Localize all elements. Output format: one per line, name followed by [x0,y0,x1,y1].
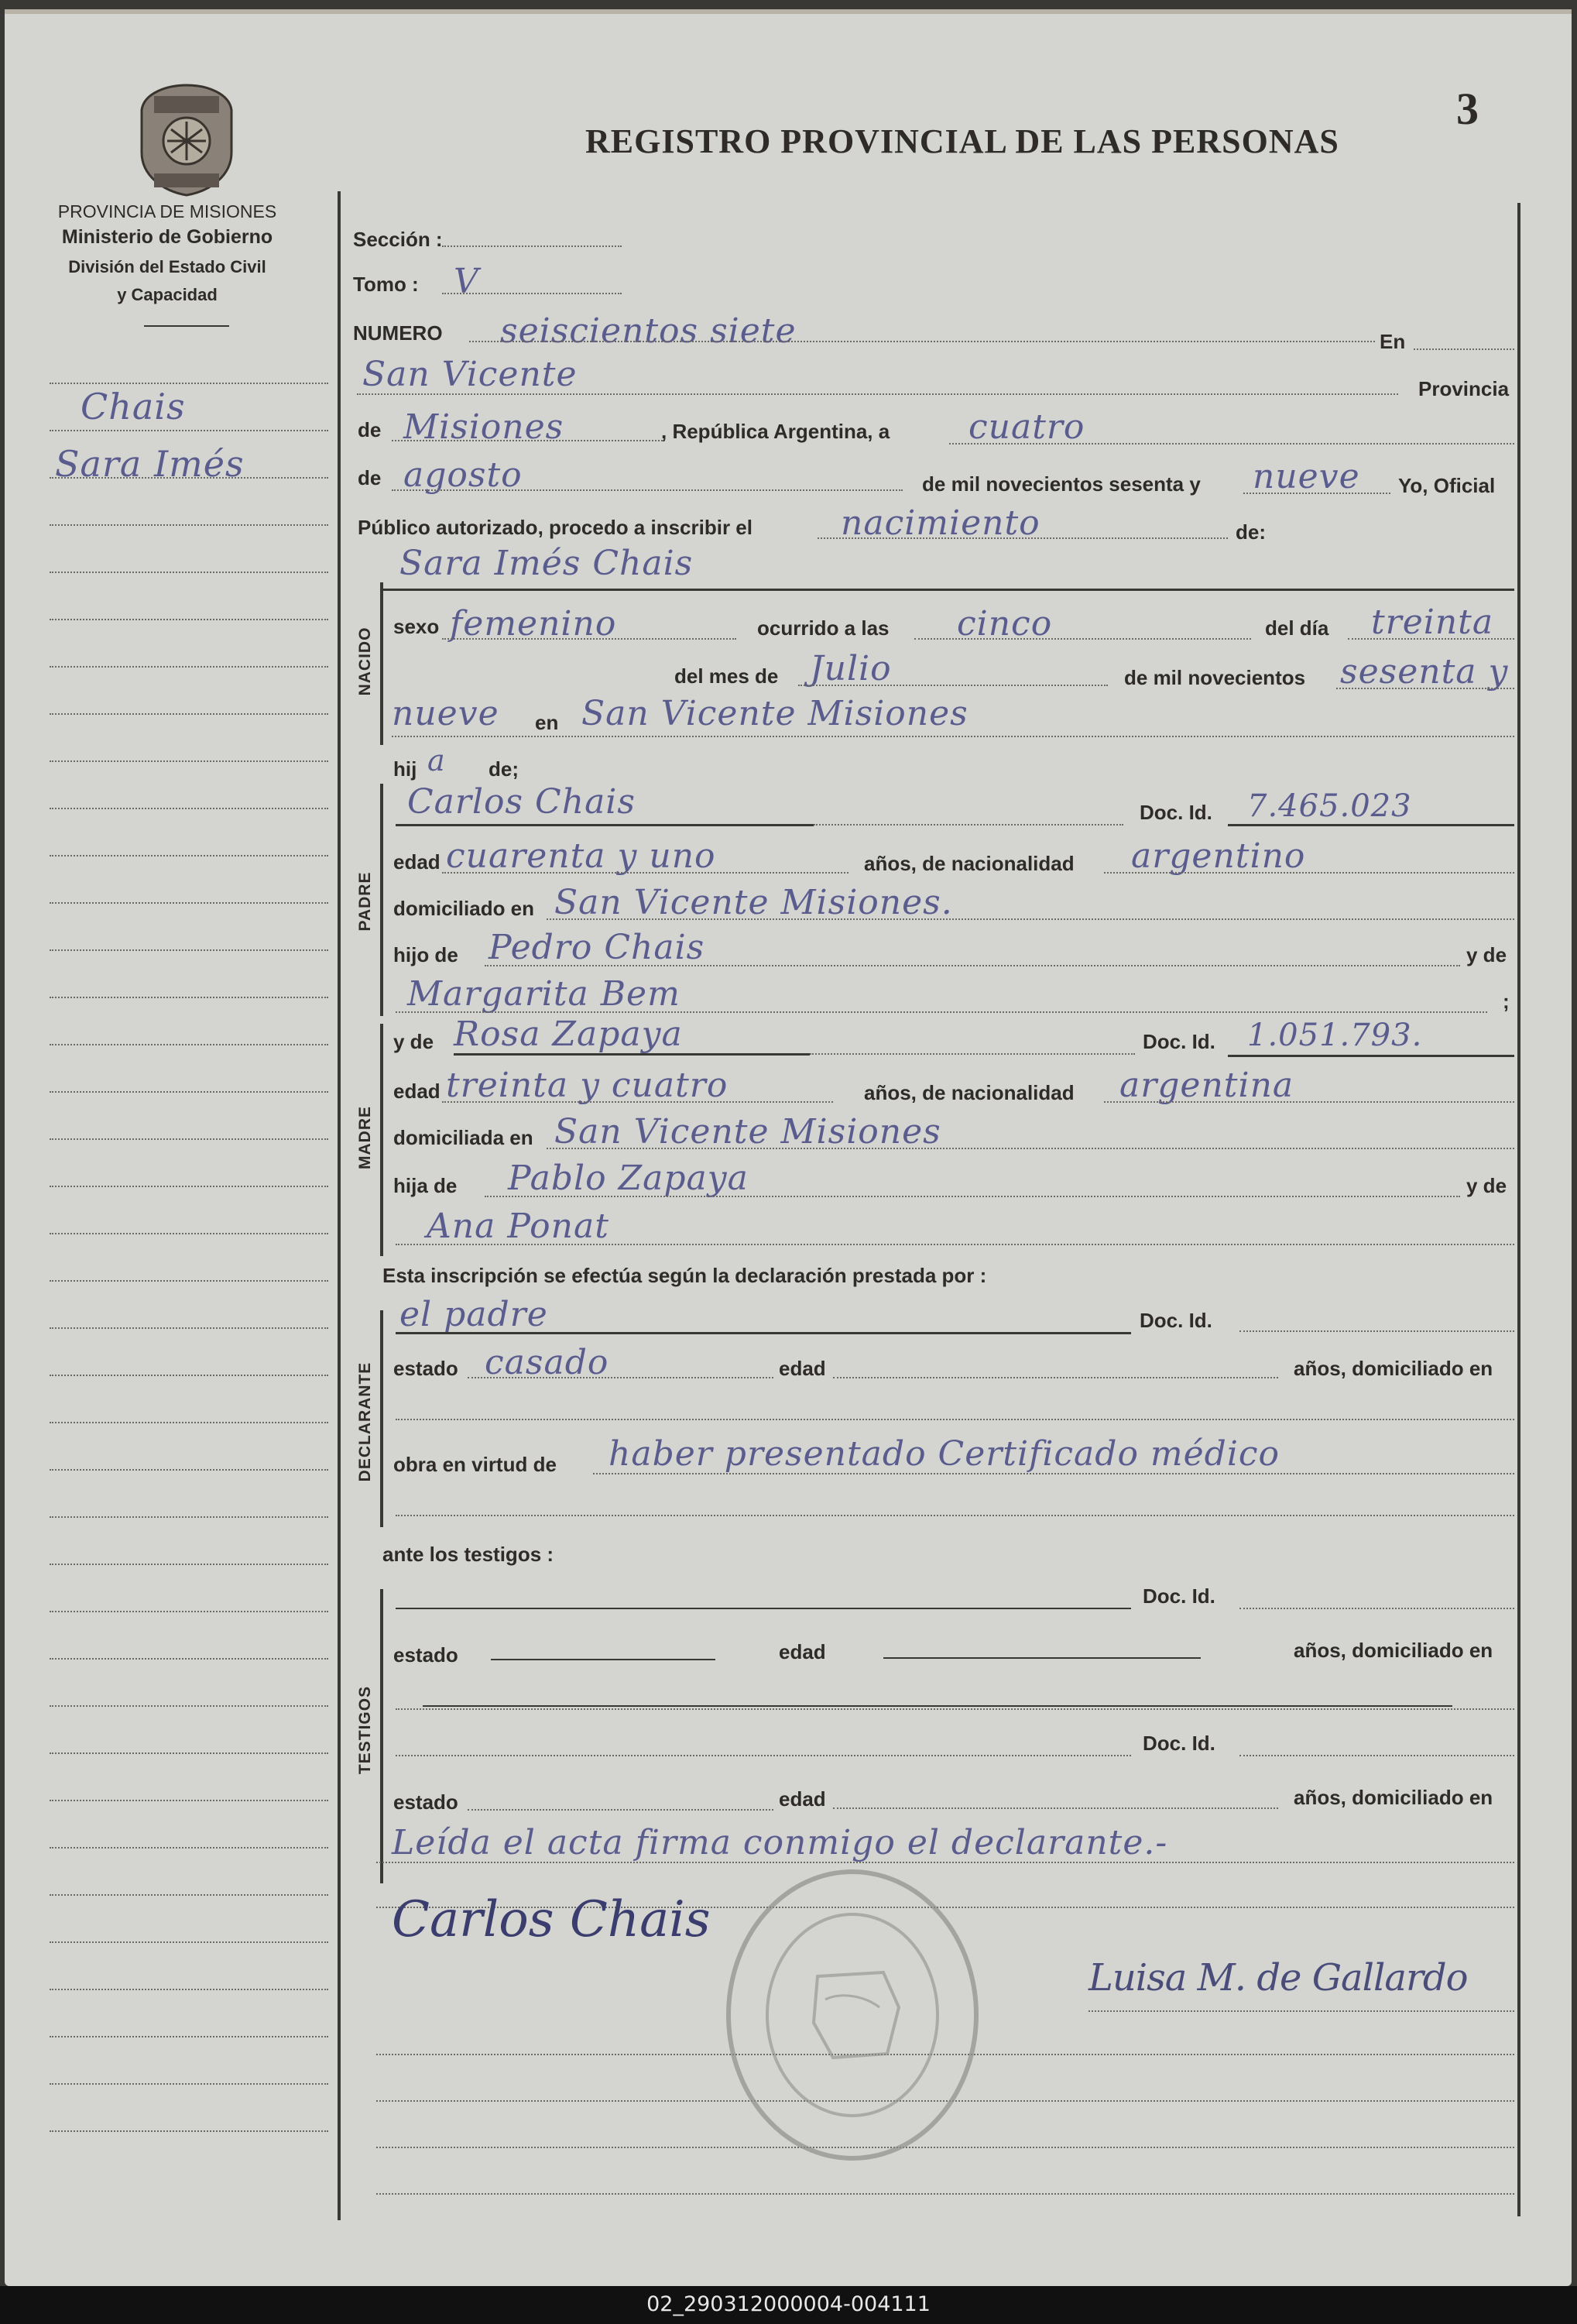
padre-doc-line [1228,824,1514,826]
nacido-bracket [380,582,383,745]
margin-line [50,713,328,715]
declarante-edad-label: edad [779,1357,826,1380]
acto-field [818,537,1228,539]
margin-line [50,1941,328,1943]
obra-value: haber presentado Certificado médico [609,1434,1280,1474]
numero-field [469,341,1375,342]
seccion-label: Sección : [353,228,443,251]
padre-hijo-de-field [485,965,1460,966]
page-title: REGISTRO PROVINCIAL DE LAS PERSONAS [585,122,1339,160]
testigo2-edad-field [833,1807,1278,1809]
de-colon-label: de: [1236,520,1266,544]
image-id-label: 02_290312000004-004111 [646,2292,931,2316]
padre-dom-value: San Vicente Misiones. [554,883,953,922]
obra-field-2 [396,1515,1514,1516]
declarante-domiciliado-label: años, domiciliado en [1294,1357,1493,1380]
del-mes-label: del mes de [674,664,779,688]
padre-dom-label: domiciliado en [393,897,535,920]
margin-surname: Chais [81,386,186,427]
margin-line [50,1422,328,1423]
side-label-padre: PADRE [356,871,374,932]
mes-field [392,489,903,491]
padre-nac-value: argentino [1131,836,1306,876]
lugar-field [357,393,1398,395]
madre-y-de-label: y de [393,1030,434,1053]
declarante-line [396,1332,1131,1334]
margin-line [50,855,328,856]
testigo1-dom-field [396,1708,1514,1710]
publico-label: Público autorizado, procedo a inscribir el [358,516,753,539]
margin-line [50,2083,328,2085]
hora-value: cinco [957,604,1053,644]
padre-madre-value: Margarita Bem [407,974,681,1014]
de-mil-sesenta-label: de mil novecientos sesenta y [922,472,1201,496]
obra-label: obra en virtud de [393,1453,557,1476]
margin-line [50,572,328,573]
padre-edad-label: edad [393,850,441,874]
margin-line [50,1044,328,1045]
margin-line [50,1327,328,1329]
margin-line [50,1894,328,1896]
madre-dom-value: San Vicente Misiones [554,1112,941,1152]
madre-edad-label: edad [393,1080,441,1103]
margin-line [50,1658,328,1660]
lugar-nac-value: San Vicente Misiones [581,694,968,733]
testigo2-name-field [396,1755,1131,1756]
sign-field-6 [376,2193,1514,2195]
testigo1-edad-line [883,1657,1201,1659]
yo-oficial-label: Yo, Oficial [1398,474,1496,497]
madre-hija-de-label: hija de [393,1174,458,1197]
provincial-seal-icon [132,79,241,199]
anio-field [1243,493,1390,494]
padre-edad-field [442,872,848,874]
margin-line [50,1138,328,1140]
margin-line [50,997,328,998]
mes-value: agosto [403,455,523,495]
dia-field [949,443,1514,445]
mes-nac-value: Julio [810,649,892,688]
dia-nac-field [1348,638,1514,640]
madre-dom-field [547,1148,1514,1149]
declarante-estado-field [468,1377,773,1378]
padre-doc-value: 7.465.023 [1247,788,1412,824]
de-label-1: de [358,418,382,441]
anio-value: nueve [1253,457,1360,496]
madre-madre-value: Ana Ponat [427,1207,609,1246]
margin-line [50,1469,328,1471]
sexo-label: sexo [393,615,440,638]
padre-nac-field [1104,872,1514,874]
margin-line [50,1186,328,1187]
madre-dom-label: domiciliada en [393,1126,533,1149]
padre-dom-field [547,918,1514,920]
testigo2-doc-label: Doc. Id. [1143,1732,1215,1755]
margin-line [50,1611,328,1612]
testigo1-doc-label: Doc. Id. [1143,1584,1215,1608]
padre-nombre-value: Carlos Chais [407,782,636,822]
dia-nac-value: treinta [1371,602,1494,642]
en-field [1414,348,1514,350]
ocurrido-label: ocurrido a las [757,616,890,640]
margin-line [50,1847,328,1849]
en-lugar-label: en [535,711,559,734]
madre-nac-field [1104,1101,1514,1103]
margin-line [50,1280,328,1282]
madre-bracket [380,1024,383,1256]
madre-nombre-field [810,1053,1135,1055]
seccion-field [442,245,622,247]
firma-oficial: Luisa M. de Gallardo [1088,1956,1468,2000]
side-label-nacido: NACIDO [356,626,374,696]
margin-line [50,1800,328,1801]
del-dia-label: del día [1265,616,1329,640]
padre-nac-label: años, de nacionalidad [864,852,1075,875]
numero-label: NUMERO [353,321,443,345]
padre-edad-value: cuarenta y uno [446,836,716,876]
margin-line [50,1091,328,1093]
provincia-field [392,440,663,441]
madre-y-de-2-label: y de [1466,1174,1507,1197]
sexo-value: femenino [450,604,617,644]
numero-value: seiscientos siete [500,311,797,351]
side-label-testigos: TESTIGOS [356,1685,374,1775]
anio-nac-value-1: sesenta y [1340,652,1509,692]
firma-declarante: Carlos Chais [392,1891,711,1948]
cierre-value: Leída el acta firma conmigo el declarante.- [392,1823,1168,1862]
margin-line [50,619,328,620]
official-stamp-icon [717,1860,988,2170]
provincia-label: Provincia [1418,377,1510,400]
lugar-nac-field [392,736,1514,737]
margin-line [50,1752,328,1754]
left-frame-line [338,191,341,2220]
padre-hijo-de-value: Pedro Chais [489,928,705,967]
margin-line [50,760,328,762]
testigo2-doc-field [1239,1755,1514,1756]
madre-nac-value: argentina [1119,1066,1294,1105]
margin-line [50,1705,328,1707]
madre-madre-field [396,1244,1514,1245]
margin-line [50,430,328,431]
nombre-line [380,589,1514,591]
de-semi-label: de; [489,757,519,781]
republica-label: , República Argentina, a [661,420,890,443]
header-rule [144,325,229,327]
testigo1-estado-line [491,1659,715,1660]
margin-line [50,1564,328,1565]
margin-line [50,902,328,904]
org-province: PROVINCIA DE MISIONES [57,201,277,221]
ante-testigos-label: ante los testigos : [382,1543,554,1566]
declarante-value: el padre [399,1295,548,1334]
lugar-value: San Vicente [362,355,578,394]
testigo1-domiciliado-label: años, domiciliado en [1294,1639,1493,1662]
madre-nombre-value: Rosa Zapaya [454,1014,683,1054]
testigo2-edad-label: edad [779,1787,826,1811]
padre-nombre-field [814,824,1123,826]
tomo-value: V [454,262,479,301]
provincia-value: Misiones [403,407,564,447]
esta-inscripcion-label: Esta inscripción se efectúa según la declaración prestada por : [382,1264,987,1287]
semicolon-label: ; [1503,990,1510,1013]
declarante-doc-field [1239,1330,1514,1332]
anio-nac-field [1336,688,1514,689]
org-capacidad: y Capacidad [117,285,218,304]
declarante-bracket [380,1310,383,1527]
margin-line [50,1233,328,1234]
padre-madre-field [396,1011,1487,1013]
hora-field [914,638,1251,640]
dia-value: cuatro [968,407,1085,447]
madre-hija-de-field [485,1196,1460,1197]
madre-doc-label: Doc. Id. [1143,1030,1215,1053]
obra-field [593,1473,1514,1474]
de-mil-label: de mil novecientos [1124,666,1306,689]
margin-line [50,1516,328,1518]
page-number: 3 [1456,84,1479,134]
tomo-field [442,293,622,294]
testigo2-estado-label: estado [393,1790,458,1814]
side-label-madre: MADRE [356,1106,374,1169]
testigo2-estado-field [468,1809,773,1811]
testigo1-estado-label: estado [393,1643,458,1667]
padre-nombre-line [396,824,814,826]
padre-bracket [380,784,383,1016]
declarante-dom-field [396,1419,1514,1420]
tomo-label: Tomo : [353,273,419,296]
margin-line [50,666,328,668]
madre-hija-de-value: Pablo Zapaya [508,1159,749,1198]
en-label: En [1380,330,1406,353]
padre-y-de-label: y de [1466,943,1507,966]
sexo-field [442,638,736,640]
madre-nombre-line [454,1053,810,1056]
nombre-value: Sara Imés Chais [399,544,694,583]
margin-line [50,949,328,951]
sign-field-2 [1088,2010,1514,2012]
anio-nac-value-2: nueve [392,694,499,733]
madre-nac-label: años, de nacionalidad [864,1081,1075,1104]
org-division: División del Estado Civil [68,257,266,276]
mes-nac-field [798,685,1108,686]
madre-edad-value: treinta y cuatro [446,1066,729,1105]
declarante-edad-field [833,1377,1278,1378]
declarante-estado-value: casado [485,1343,609,1382]
side-label-declarante: DECLARANTE [356,1361,374,1482]
hij-label: hij [393,757,417,781]
org-ministry: Ministerio de Gobierno [61,226,273,248]
testigo2-domiciliado-label: años, domiciliado en [1294,1786,1493,1809]
padre-hijo-de-label: hijo de [393,943,458,966]
margin-line [50,383,328,384]
margin-line [50,1375,328,1376]
declarante-estado-label: estado [393,1357,458,1380]
margin-given-names: Sara Imés [55,443,245,485]
testigo1-dom-line [423,1705,1452,1707]
testigo1-line [396,1608,1131,1609]
acto-value: nacimiento [841,503,1040,543]
declarante-doc-label: Doc. Id. [1140,1309,1212,1332]
madre-doc-line [1228,1055,1514,1057]
hij-suffix-value: a [427,743,446,778]
testigo1-doc-field [1239,1608,1514,1609]
madre-doc-value: 1.051.793. [1247,1018,1423,1053]
image-footer [0,2286,1577,2324]
margin-line [50,2130,328,2132]
margin-line [50,808,328,809]
de-label-2: de [358,466,382,489]
margin-line [50,2036,328,2037]
padre-doc-label: Doc. Id. [1140,801,1212,824]
margin-line [50,524,328,526]
testigos-bracket [380,1589,383,1883]
register-page [5,9,1572,2286]
right-frame-line [1517,203,1520,2216]
testigo1-edad-label: edad [779,1640,826,1663]
margin-line [50,1989,328,1990]
madre-edad-field [442,1101,833,1103]
